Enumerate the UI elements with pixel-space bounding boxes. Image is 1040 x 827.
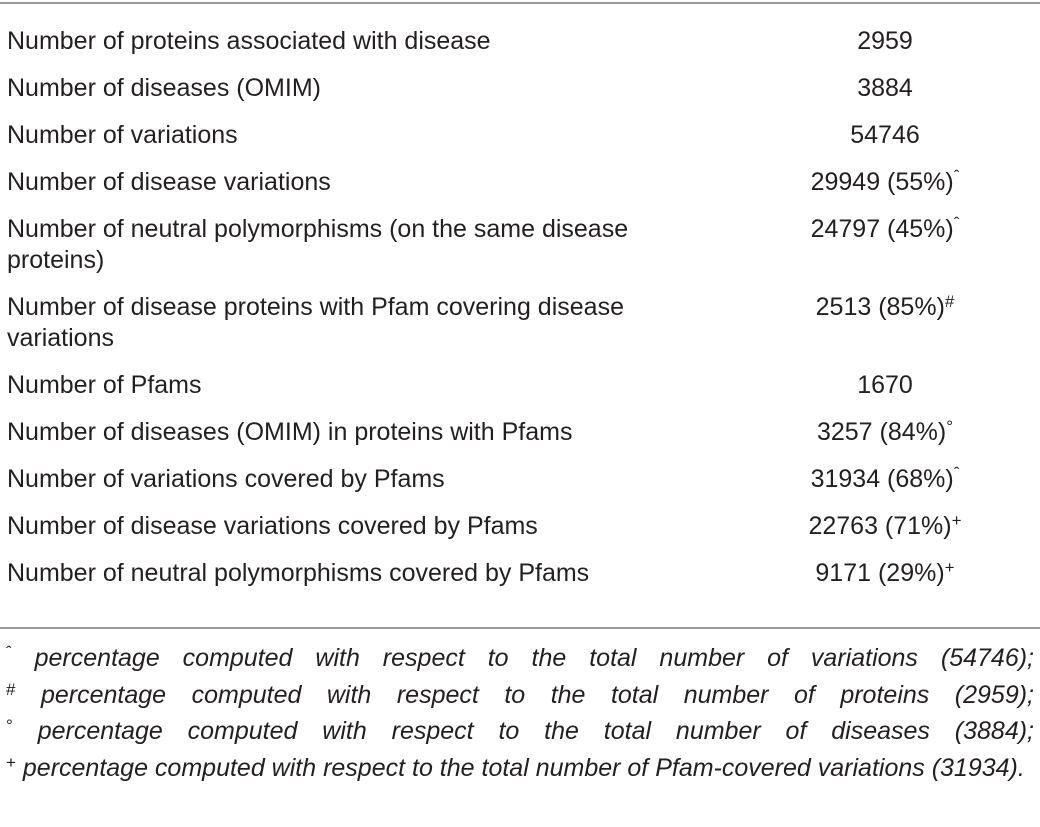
table-body xyxy=(0,18,1040,597)
table-row xyxy=(0,18,1040,65)
row-value: 1670 xyxy=(857,371,913,399)
row-label: Number of diseases (OMIM) xyxy=(7,74,321,102)
row-value: 3257 (84%)° xyxy=(816,417,954,446)
table-row xyxy=(0,503,1040,550)
row-value: 3884 xyxy=(857,74,913,102)
row-label: Number of disease variations covered by Pfams xyxy=(7,512,538,540)
row-value: 9171 (29%)+ xyxy=(815,558,955,587)
row-label: Number of variations covered by Pfams xyxy=(7,465,445,493)
table-row xyxy=(0,550,1040,597)
footnote: # percentage computed with respect to the total number of proteins (2959); xyxy=(6,679,1034,709)
footnote: $^ˆ$ percentage computed with respect to the total number of variations (54746); xyxy=(6,643,1034,672)
table-row xyxy=(0,159,1040,206)
top-rule xyxy=(0,2,1040,4)
row-label: Number of proteins associated with disease xyxy=(7,27,491,55)
footnote-mark: ˆ xyxy=(953,464,960,483)
row-label: Number of disease proteins with Pfam covering disease variations xyxy=(7,293,624,352)
row-label: Number of neutral polymorphisms covered by Pfams xyxy=(7,559,590,587)
footnote-mark: + xyxy=(951,511,962,530)
row-label: Number of disease variations xyxy=(7,168,331,196)
table-row xyxy=(0,112,1040,159)
footnote-mark: # xyxy=(944,292,955,311)
footnote: + percentage computed with respect to the total number of Pfam-covered variations (31934). xyxy=(6,752,1025,782)
table-footnotes xyxy=(6,640,1034,786)
footnote: ° percentage computed with respect to the total number of diseases (3884); xyxy=(6,716,1035,745)
row-value: 54746 xyxy=(850,121,920,149)
row-value: 24797 $(45\%)^ˆ$ xyxy=(810,214,960,243)
table-row xyxy=(0,284,1040,362)
row-value: 22763 (71%)+ xyxy=(808,511,962,540)
row-value: 2959 xyxy=(857,27,913,55)
footnote-mark: ° xyxy=(946,417,954,436)
row-label: Number of variations xyxy=(7,121,238,149)
row-label: Number of neutral polymorphisms (on the same disease proteins) xyxy=(7,215,629,274)
table-row xyxy=(0,456,1040,503)
row-label: Number of Pfams xyxy=(7,371,202,399)
footnote-mark: ˆ xyxy=(953,167,960,186)
footnote-mark: + xyxy=(944,558,955,577)
table-row xyxy=(0,409,1040,456)
bottom-rule xyxy=(0,627,1040,629)
table-row xyxy=(0,65,1040,112)
row-value: 29949 $(55\%)^ˆ$ xyxy=(810,167,960,196)
row-label: Number of diseases (OMIM) in proteins with Pfams xyxy=(7,418,573,446)
row-value: 31934 $(68\%)^ˆ$ xyxy=(810,464,960,493)
row-value: 2513 (85%)# xyxy=(815,292,955,321)
footnote-mark: ˆ xyxy=(953,214,960,233)
table-row xyxy=(0,362,1040,409)
table-row xyxy=(0,206,1040,284)
